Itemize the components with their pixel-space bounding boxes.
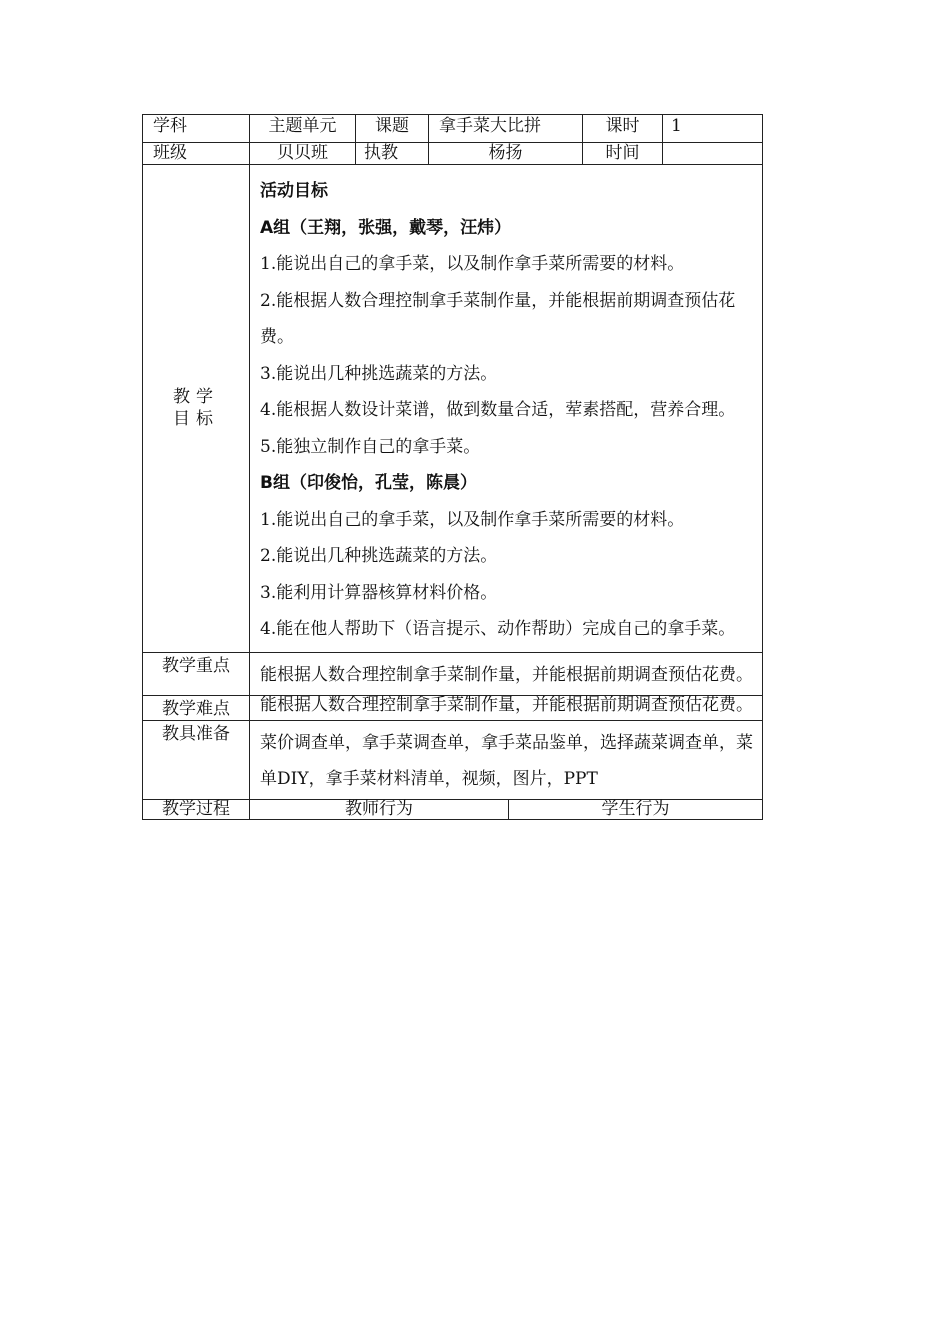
teacher-label: 执教 [356, 143, 429, 165]
group-a-item: 2.能根据人数合理控制拿手菜制作量，并能根据前期调查预估花费。 [260, 290, 736, 347]
goals-title: 活动目标 [260, 181, 328, 201]
teacher-value: 杨扬 [429, 143, 583, 165]
key-point-row [143, 652, 763, 695]
header-row-1 [143, 115, 763, 143]
group-b-title: B组（印俊怡，孔莹，陈晨） [260, 473, 477, 493]
group-b-item: 3.能利用计算器核算材料价格。 [260, 582, 498, 603]
key-point-text: 能根据人数合理控制拿手菜制作量，并能根据前期调查预估花费。 [250, 652, 763, 695]
goals-content [250, 165, 763, 653]
process-label: 教学过程 [143, 799, 250, 819]
group-a-item: 4.能根据人数设计菜谱，做到数量合适，荤素搭配，营养合理。 [260, 400, 736, 420]
goals-label-line2: 目标 [173, 409, 219, 430]
period-label: 课时 [583, 115, 663, 143]
goals-label [143, 165, 250, 653]
time-value [663, 143, 763, 165]
class-value: 贝贝班 [250, 143, 356, 165]
group-a-title: A组（王翔，张强，戴琴，汪炜） [260, 217, 512, 238]
difficulty-text: 能根据人数合理控制拿手菜制作量，并能根据前期调查预估花费。 [250, 695, 763, 720]
period-value: 1 [663, 115, 763, 143]
materials-row [143, 720, 763, 799]
process-row [143, 799, 763, 819]
goals-label-line1: 教学 [173, 387, 219, 408]
class-label: 班级 [143, 143, 250, 165]
group-a-item: 5.能独立制作自己的拿手菜。 [260, 436, 481, 457]
materials-text: 菜价调查单，拿手菜调查单，拿手菜品鉴单，选择蔬菜调查单，菜单DIY，拿手菜材料清单，视频，图片，PPT [250, 720, 763, 799]
student-behavior-header: 学生行为 [509, 799, 763, 819]
group-b-item: 2.能说出几种挑选蔬菜的方法。 [260, 546, 498, 566]
materials-label: 教具准备 [143, 720, 250, 799]
subject-label: 学科 [143, 115, 250, 143]
group-a-item: 3.能说出几种挑选蔬菜的方法。 [260, 363, 498, 384]
group-b-item: 4.能在他人帮助下（语言提示、动作帮助）完成自己的拿手菜。 [260, 619, 736, 639]
lesson-plan-table [142, 114, 763, 820]
subject-value: 主题单元 [250, 115, 356, 143]
teacher-behavior-header: 教师行为 [250, 799, 509, 819]
group-a-item: 1.能说出自己的拿手菜，以及制作拿手菜所需要的材料。 [260, 254, 685, 274]
key-point-label: 教学重点 [143, 652, 250, 695]
difficulty-row [143, 695, 763, 720]
time-label: 时间 [583, 143, 663, 165]
group-b-item: 1.能说出自己的拿手菜，以及制作拿手菜所需要的材料。 [260, 509, 685, 530]
difficulty-label: 教学难点 [143, 695, 250, 720]
header-row-2 [143, 143, 763, 165]
topic-value: 拿手菜大比拼 [429, 115, 583, 143]
goals-row [143, 165, 763, 653]
topic-label: 课题 [356, 115, 429, 143]
